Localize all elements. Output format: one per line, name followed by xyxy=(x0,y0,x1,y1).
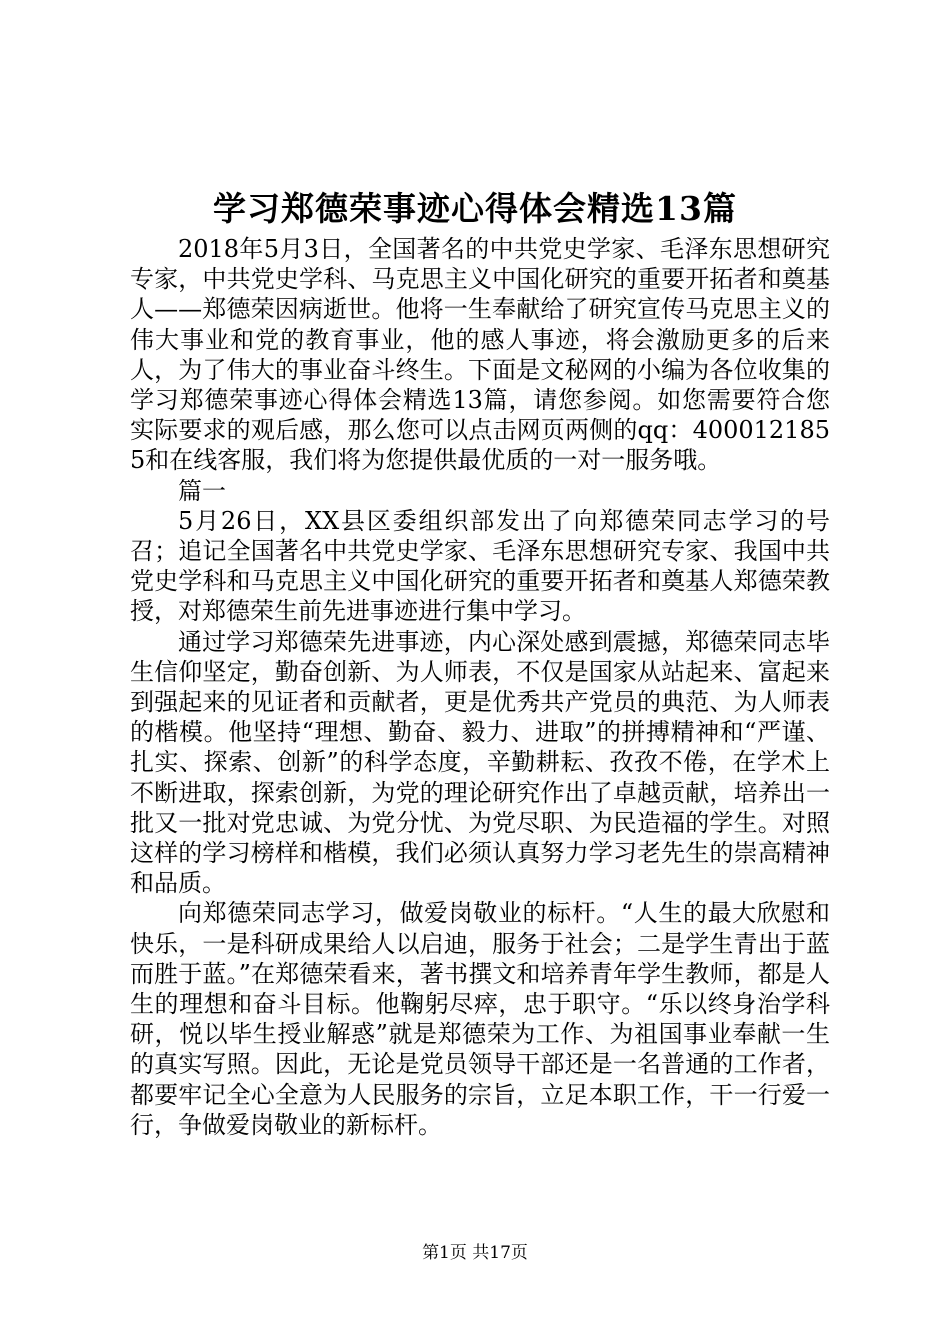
page-number-footer: 第1页 共17页 xyxy=(422,1243,528,1263)
document-title: 学习郑德荣事迹心得体会精选13篇 xyxy=(213,189,737,228)
intro-paragraph: 2018年5月3日，全国著名的中共党史学家、毛泽东思想研究专家，中共党史学科、马克思主义中国化研究的重要开拓者和奠基人——郑德荣因病逝世。他将一生奉献给了研究宣传马克思主义的伟大事业和党的教育事业，他的感人事迹，将会激励更多的后来人，为了伟大的事业奋斗终生。下面是文秘网的小编为各位收集的学习郑德荣事迹心得体会精选13篇，请您参阅。如您需要符合您实际要求的观后感，那么您可以点击网页两侧的qq：4000121855和在线客服，我们将为您提供最优质的一对一服务哦。 xyxy=(130,235,830,475)
document-body xyxy=(130,234,830,1140)
body-paragraph: 通过学习郑德荣先进事迹，内心深处感到震撼，郑德荣同志毕生信仰坚定，勤奋创新、为人师表，不仅是国家从站起来、富起来到强起来的见证者和贡献者，更是优秀共产党员的典范、为人师表的楷模。他坚持“理想、勤奋、毅力、进取”的拼搏精神和“严谨、扎实、探索、创新”的科学态度，辛勤耕耘、孜孜不倦，在学术上不断进取，探索创新，为党的理论研究作出了卓越贡献，培养出一批又一批对党忠诚、为党分忧、为党尽职、为民造福的学生。对照这样的学习榜样和楷模，我们必须认真努力学习老先生的崇高精神和品质。 xyxy=(130,627,830,898)
section-heading: 篇一 xyxy=(178,476,226,505)
body-paragraph: 向郑德荣同志学习，做爱岗敬业的标杆。“人生的最大欣慰和快乐，一是科研成果给人以启迪，服务于社会；二是学生青出于蓝而胜于蓝。”在郑德荣看来，著书撰文和培养青年学生教师，都是人生的理想和奋斗目标。他鞠躬尽瘁，忠于职守。“乐以终身治学科研，悦以毕生授业解惑”就是郑德荣为工作、为祖国事业奉献一生的真实写照。因此，无论是党员领导干部还是一名普通的工作者，都要牢记全心全意为人民服务的宗旨，立足本职工作，干一行爱一行，争做爱岗敬业的新标杆。 xyxy=(130,899,830,1139)
body-paragraph: 5月26日，XX县区委组织部发出了向郑德荣同志学习的号召；追记全国著名中共党史学家、毛泽东思想研究专家、我国中共党史学科和马克思主义中国化研究的重要开拓者和奠基人郑德荣教授，对郑德荣生前先进事迹进行集中学习。 xyxy=(130,506,830,626)
